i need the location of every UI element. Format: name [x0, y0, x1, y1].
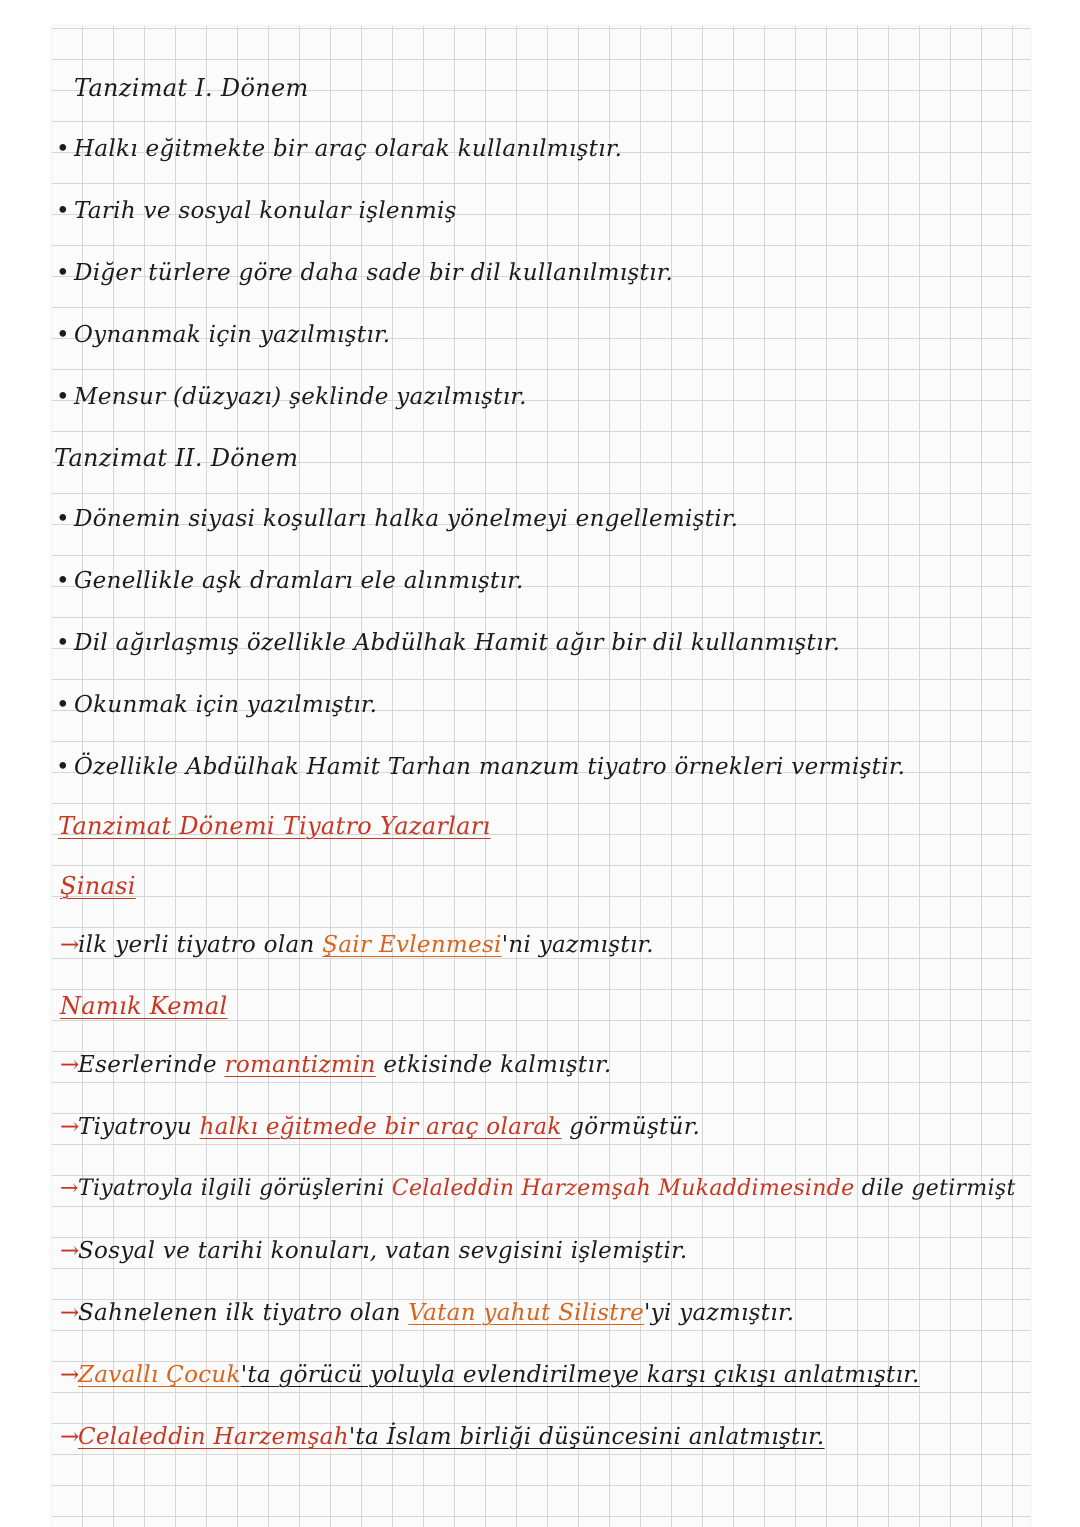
- item-text: Sosyal ve tarihi konuları, vatan sevgisini işlemiştir.: [78, 1238, 688, 1264]
- item-text: etkisinde kalmıştır.: [375, 1052, 612, 1078]
- arrow-item: [60, 1052, 611, 1078]
- arrow-item: [60, 1238, 688, 1264]
- bullet-dot: •: [56, 568, 70, 594]
- section2-title: [54, 444, 298, 472]
- bullet-item: [56, 506, 738, 532]
- bullet-dot: •: [56, 692, 70, 718]
- section1-title-text: Tanzimat I. Dönem: [74, 74, 309, 102]
- bullet-item: [56, 568, 524, 594]
- bullet-dot: •: [56, 384, 70, 410]
- bullet-item: [56, 198, 457, 224]
- item-text: Tiyatroyu: [78, 1114, 200, 1140]
- item-text: Okunmak için yazılmıştır.: [74, 692, 378, 718]
- arrow-icon: →: [60, 1424, 80, 1450]
- bullet-dot: •: [56, 506, 70, 532]
- bullet-item: [56, 136, 622, 162]
- highlight-text: Vatan yahut Silistre: [408, 1300, 644, 1326]
- item-text: Sahnelenen ilk tiyatro olan: [78, 1300, 409, 1326]
- highlight-text: Şair Evlenmesi: [322, 932, 502, 958]
- item-text: 'yi yazmıştır.: [643, 1300, 795, 1326]
- arrow-item: [60, 1300, 794, 1326]
- bullet-dot: •: [56, 136, 70, 162]
- item-text: Tarih ve sosyal konular işlenmiş: [74, 198, 457, 224]
- item-text: Dil ağırlaşmış özellikle Abdülhak Hamit ağır bir dil kullanmıştır.: [74, 630, 841, 656]
- item-text: ilk yerli tiyatro olan: [78, 932, 323, 958]
- bullet-item: [56, 260, 673, 286]
- item-text: 'ni yazmıştır.: [501, 932, 654, 958]
- bullet-item: [56, 754, 905, 780]
- arrow-icon: →: [60, 1238, 80, 1264]
- item-text: dile getirmişt: [854, 1176, 1016, 1201]
- bullet-dot: •: [56, 322, 70, 348]
- arrow-icon: →: [60, 932, 80, 958]
- author-name-text: Namık Kemal: [60, 992, 228, 1020]
- item-text: Diğer türlere göre daha sade bir dil kullanılmıştır.: [74, 260, 674, 286]
- section2-title-text: Tanzimat II. Dönem: [54, 444, 299, 472]
- item-text: Özellikle Abdülhak Hamit Tarhan manzum tiyatro örnekleri vermiştir.: [74, 754, 906, 780]
- author-name-text: Şinasi: [60, 872, 136, 900]
- arrow-item: [60, 1362, 920, 1388]
- bullet-dot: •: [56, 198, 70, 224]
- section3-title: [58, 812, 490, 840]
- item-text: görmüştür.: [561, 1114, 701, 1140]
- section1-title: [74, 74, 309, 102]
- arrow-icon: →: [60, 1176, 79, 1201]
- item-text: Dönemin siyasi koşulları halka yönelmeyi engellemiştir.: [74, 506, 739, 532]
- item-text: 'ta görücü yoluyla evlendirilmeye karşı çıkışı anlatmıştır.: [240, 1362, 920, 1388]
- arrow-icon: →: [60, 1052, 80, 1078]
- bullet-item: [56, 384, 527, 410]
- arrow-item: [60, 1424, 825, 1450]
- bullet-dot: •: [56, 630, 70, 656]
- arrow-item: [60, 932, 654, 958]
- item-text: 'ta İslam birliği düşüncesini anlatmıştır.: [348, 1424, 825, 1450]
- arrow-icon: →: [60, 1300, 80, 1326]
- item-text: Mensur (düzyazı) şeklinde yazılmıştır.: [74, 384, 527, 410]
- bullet-dot: •: [56, 754, 70, 780]
- arrow-icon: →: [60, 1114, 80, 1140]
- arrow-item: [60, 1176, 1016, 1201]
- item-text: Tiyatroyla ilgili görüşlerini: [78, 1176, 392, 1201]
- author-name-namik-kemal: [60, 992, 227, 1020]
- highlight-text: halkı eğitmede bir araç olarak: [199, 1114, 562, 1140]
- item-text: Halkı eğitmekte bir araç olarak kullanılmıştır.: [74, 136, 623, 162]
- highlight-text: Celaleddin Harzemşah Mukaddimesinde: [391, 1176, 855, 1201]
- bullet-item: [56, 630, 840, 656]
- item-text: Eserlerinde: [78, 1052, 225, 1078]
- item-text: Genellikle aşk dramları ele alınmıştır.: [74, 568, 524, 594]
- bullet-item: [56, 692, 377, 718]
- arrow-item: [60, 1114, 700, 1140]
- bullet-dot: •: [56, 260, 70, 286]
- highlight-text: romantizmin: [224, 1052, 376, 1078]
- highlight-text: Celaleddin Harzemşah: [78, 1424, 349, 1450]
- bullet-item: [56, 322, 390, 348]
- item-text: Oynanmak için yazılmıştır.: [74, 322, 391, 348]
- section3-title-text: Tanzimat Dönemi Tiyatro Yazarları: [58, 812, 491, 840]
- author-name-sinasi: [60, 872, 136, 900]
- notebook-page: [52, 26, 1030, 1527]
- highlight-text: Zavallı Çocuk: [78, 1362, 241, 1388]
- arrow-icon: →: [60, 1362, 80, 1388]
